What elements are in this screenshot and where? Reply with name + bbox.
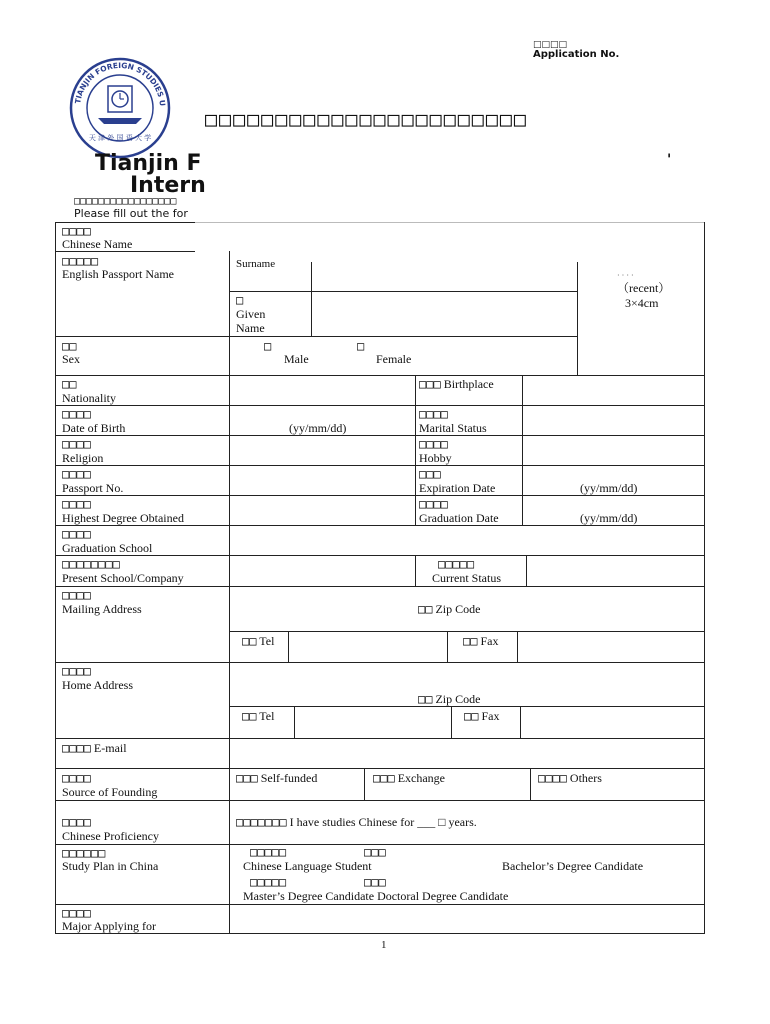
home-tel-field[interactable]: [295, 707, 450, 737]
given-name-label-1: Given: [236, 307, 266, 321]
home-label: Home Address: [62, 678, 133, 692]
major-field[interactable]: [230, 905, 703, 932]
mailing-label-zh: □□□□: [62, 588, 91, 602]
funding-label-zh: □□□□: [62, 771, 91, 785]
religion-field[interactable]: [230, 436, 414, 464]
expiration-field[interactable]: (yy/mm/dd): [580, 481, 638, 495]
home-label-zh: □□□□: [62, 664, 91, 678]
nationality-label-zh: □□: [62, 377, 77, 391]
plan-doctoral-zh[interactable]: □□□: [364, 875, 386, 889]
form-title-en-line2: Intern: [130, 173, 206, 198]
birthplace-label: □□□ Birthplace: [419, 377, 494, 391]
sex-label: Sex: [62, 352, 80, 366]
plan-language-student-zh[interactable]: □□□□□: [250, 845, 287, 859]
given-name-label-zh: □: [236, 293, 244, 307]
passport-label: Passport No.: [62, 481, 124, 495]
instruction-en: Please fill out the for: [74, 207, 188, 220]
female-option[interactable]: Female: [376, 352, 412, 366]
home-tel-label: □□ Tel: [242, 709, 275, 723]
dob-label: Date of Birth: [62, 421, 126, 435]
male-option-zh[interactable]: □: [264, 339, 272, 353]
form-title-en-line1: Tianjin F: [95, 151, 202, 176]
marital-field[interactable]: [523, 406, 703, 434]
study-plan-label: Study Plan in China: [62, 859, 159, 873]
mailing-tel-label: □□ Tel: [242, 634, 275, 648]
mailing-address-field[interactable]: [230, 587, 420, 630]
plan-master-zh[interactable]: □□□□□: [250, 875, 287, 889]
funding-exchange-option[interactable]: □□□ Exchange: [373, 771, 445, 785]
page-number: 1: [381, 939, 387, 951]
home-fax-field[interactable]: [521, 707, 703, 737]
passport-field[interactable]: [230, 466, 414, 494]
photo-box-dots: · · · ·: [617, 271, 634, 280]
grad-date-label-zh: □□□□: [419, 497, 448, 511]
mailing-label: Mailing Address: [62, 602, 142, 616]
dob-label-zh: □□□□: [62, 407, 91, 421]
present-school-label: Present School/Company: [62, 571, 184, 585]
given-name-field[interactable]: [312, 292, 576, 335]
grad-date-field[interactable]: (yy/mm/dd): [580, 511, 638, 525]
plan-language-student[interactable]: Chinese Language Student: [243, 859, 372, 873]
hobby-field[interactable]: [523, 436, 703, 464]
instruction-zh: □□□□□□□□□□□□□□□□□: [74, 196, 177, 207]
nationality-field[interactable]: [230, 376, 414, 404]
proficiency-label: Chinese Proficiency: [62, 829, 159, 843]
email-label: □□□□ E-mail: [62, 741, 127, 755]
mailing-tel-field[interactable]: [289, 632, 446, 661]
photo-recent: （recent）: [617, 281, 671, 295]
funding-others-option[interactable]: □□□□ Others: [538, 771, 602, 785]
grad-school-field[interactable]: [230, 526, 703, 554]
home-zip-label: □□ Zip Code: [418, 692, 481, 706]
university-logo: [68, 56, 172, 160]
degree-label: Highest Degree Obtained: [62, 511, 184, 525]
degree-field[interactable]: [230, 496, 414, 524]
hobby-label: Hobby: [419, 451, 452, 465]
female-option-zh[interactable]: □: [357, 339, 365, 353]
expiration-label-zh: □□□: [419, 467, 441, 481]
plan-bachelor[interactable]: Bachelor’s Degree Candidate: [502, 859, 644, 873]
chinese-name-label: Chinese Name: [62, 237, 133, 251]
plan-bachelor-zh[interactable]: □□□: [364, 845, 386, 859]
sex-label-zh: □□: [62, 339, 77, 353]
religion-label-zh: □□□□: [62, 437, 91, 451]
surname-field[interactable]: [312, 262, 576, 290]
chinese-name-label-zh: □□□□: [62, 224, 91, 238]
grad-school-label: Graduation School: [62, 541, 153, 555]
photo-size: 3×4cm: [625, 296, 659, 310]
nationality-label: Nationality: [62, 391, 116, 405]
grad-school-label-zh: □□□□: [62, 527, 91, 541]
passport-label-zh: □□□□: [62, 467, 91, 481]
application-no-label: Application No.: [533, 49, 620, 60]
current-status-field[interactable]: [527, 556, 703, 585]
logo-ring-text: TIANJIN FOREIGN STUDIES U: [73, 60, 168, 107]
funding-label: Source of Founding: [62, 785, 158, 799]
proficiency-years-field[interactable]: □□□□□□□ I have studies Chinese for ___ □ years.: [236, 815, 477, 829]
marital-label-zh: □□□□: [419, 407, 448, 421]
religion-label: Religion: [62, 451, 104, 465]
current-status-label-zh: □□□□□: [438, 557, 475, 571]
english-name-label: English Passport Name: [62, 267, 174, 281]
proficiency-label-zh: □□□□: [62, 815, 91, 829]
hobby-label-zh: □□□□: [419, 437, 448, 451]
male-option[interactable]: Male: [284, 352, 309, 366]
home-address-field[interactable]: [230, 663, 420, 705]
logo-inner-text: 天 津 外 国 语 大 学: [88, 134, 152, 142]
title-mark: ': [667, 152, 672, 168]
present-school-label-zh: □□□□□□□□: [62, 557, 120, 571]
marital-label: Marital Status: [419, 421, 487, 435]
current-status-label: Current Status: [432, 571, 501, 585]
mailing-fax-label: □□ Fax: [463, 634, 499, 648]
major-label-zh: □□□□: [62, 906, 91, 920]
birthplace-field[interactable]: [523, 376, 703, 404]
dob-field[interactable]: (yy/mm/dd): [289, 421, 347, 435]
home-fax-label: □□ Fax: [464, 709, 500, 723]
plan-master-doctoral[interactable]: Master’s Degree Candidate Doctoral Degree Candidate: [243, 889, 509, 903]
expiration-label: Expiration Date: [419, 481, 496, 495]
form-title-zh: □□□□□□□□□□□□□□□□□□□□□□□: [205, 107, 528, 131]
funding-self-funded-option[interactable]: □□□ Self-funded: [236, 771, 318, 785]
mailing-fax-field[interactable]: [518, 632, 703, 661]
major-label: Major Applying for: [62, 919, 156, 933]
given-name-label-2: Name: [236, 321, 265, 335]
mailing-zip-label: □□ Zip Code: [418, 602, 481, 616]
degree-label-zh: □□□□: [62, 497, 91, 511]
english-name-label-zh: □□□□□: [62, 254, 99, 268]
surname-label-fragment: Surname: [236, 258, 276, 270]
present-school-field[interactable]: [230, 556, 414, 585]
grad-date-label: Graduation Date: [419, 511, 499, 525]
email-field[interactable]: [230, 739, 703, 767]
application-no-zh: □□□□: [533, 40, 568, 50]
study-plan-label-zh: □□□□□□: [62, 846, 106, 860]
